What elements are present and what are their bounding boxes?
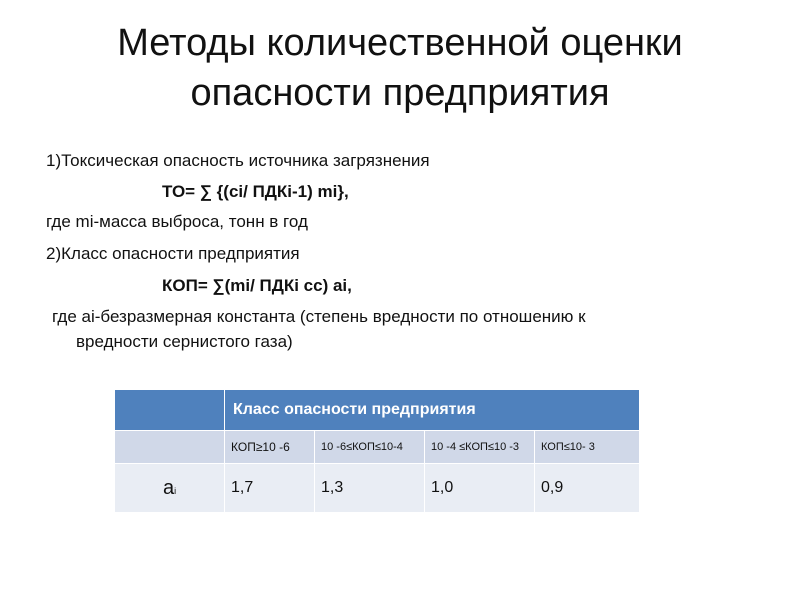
row-label-main: a bbox=[162, 476, 175, 499]
table-value-cell: 1,7 bbox=[225, 464, 315, 513]
constant-definition: где ai-безразмерная константа (степень вредности по отношению к bbox=[52, 307, 586, 326]
table-range-row bbox=[115, 431, 640, 464]
table-header-title: Класс опасности предприятия bbox=[225, 390, 640, 431]
constant-definition-cont: вредности сернистого газа) bbox=[76, 332, 293, 351]
table-range-cell: 10 -6≤КОП≤10-4 bbox=[315, 431, 425, 464]
hazard-class-table bbox=[114, 389, 640, 513]
toxic-hazard-heading: 1)Токсическая опасность источника загрязнения bbox=[46, 151, 430, 170]
mass-definition: где mi-масса выброса, тонн в год bbox=[46, 212, 308, 231]
table-range-cell: КОП≥10 -6 bbox=[225, 431, 315, 464]
table-header-empty-cell bbox=[115, 390, 225, 431]
table-range-cell: КОП≤10- 3 bbox=[535, 431, 640, 464]
slide-title-line1: Методы количественной оценки bbox=[117, 22, 683, 64]
table-value-row bbox=[115, 464, 640, 513]
table-range-empty-cell bbox=[115, 431, 225, 464]
hazard-class-formula: КОП= ∑(mi/ ПДКi cc) ai, bbox=[162, 276, 352, 295]
table-value-cell: 1,0 bbox=[425, 464, 535, 513]
table-range-cell: 10 -4 ≤КОП≤10 -3 bbox=[425, 431, 535, 464]
row-label-subscript: i bbox=[174, 485, 177, 496]
slide-title-line2: опасности предприятия bbox=[190, 72, 610, 114]
table-row-label bbox=[115, 464, 225, 513]
hazard-class-heading: 2)Класс опасности предприятия bbox=[46, 244, 300, 263]
table-value-cell: 1,3 bbox=[315, 464, 425, 513]
toxic-hazard-formula: ТО= ∑ {(ci/ ПДКi-1) mi}, bbox=[162, 182, 349, 201]
slide-title bbox=[40, 18, 760, 118]
table-value-cell: 0,9 bbox=[535, 464, 640, 513]
table-header-row bbox=[115, 390, 640, 431]
